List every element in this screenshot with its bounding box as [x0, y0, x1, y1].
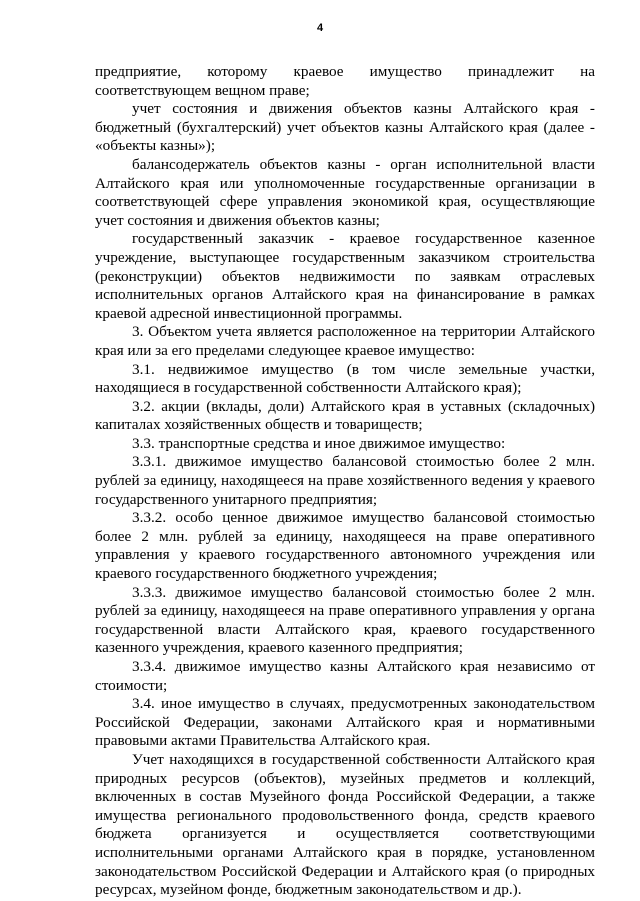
- paragraph: 3. Объектом учета является расположенное на территории Алтайского края или за его пределами следующее краевое имущество:: [95, 323, 595, 359]
- paragraph: 3.3.3. движимое имущество балансовой стоимостью более 2 млн. рублей за единицу, находящееся на праве оперативного управления у органа государственной власти Алтайского края, краевого государственного казенного учреждения, краевого казенного предприятия;: [95, 583, 595, 657]
- paragraph: предприятие, которому краевое имущество принадлежит на соответствующем вещном праве;: [95, 63, 595, 99]
- paragraph: 3.1. недвижимое имущество (в том числе земельные участки, находящиеся в государственной собственности Алтайского края);: [95, 360, 595, 397]
- paragraph: 3.3.1. движимое имущество балансовой стоимостью более 2 млн. рублей за единицу, находящееся на праве хозяйственного ведения у краевого государственного унитарного предприятия;: [95, 453, 595, 508]
- paragraph: 3.4. иное имущество в случаях, предусмотренных законодательством Российской Федерации, законами Алтайского края и нормативными правовыми актами Правительства Алтайского края.: [95, 695, 595, 750]
- paragraph: Учет находящихся в государственной собственности Алтайского края природных ресурсов (объектов), музейных предметов и коллекций, включенных в состав Музейного фонда Российской Федерации, а также имущества регионального продовольственного фонда, средств краевого бюджета организуется и осуществляется соответствующими исполнительными органами Алтайского края в порядке, установленном законодательством Российской Федерации и Алтайского края (о природных ресурсах, музейном фонде, бюджетным законодательством и др.).: [95, 750, 595, 899]
- paragraph: 3.3.2. особо ценное движимое имущество балансовой стоимостью более 2 млн. рублей за единицу, находящееся на праве оперативного управления у краевого государственного автономного учреждения или краевого государственного бюджетного учреждения;: [95, 509, 595, 583]
- document-body: [95, 63, 595, 900]
- paragraph: государственный заказчик - краевое государственное казенное учреждение, выступающее государственным заказчиком строительства (реконструкции) объектов недвижимости по заявкам отраслевых исполнительных органов Алтайского края на финансирование в рамках краевой адресной инвестиционной программы.: [95, 230, 595, 322]
- paragraph: учет состояния и движения объектов казны Алтайского края - бюджетный (бухгалтерский) учет объектов казны Алтайского края (далее - «объекты казны»);: [95, 100, 595, 155]
- paragraph: 3.2. акции (вклады, доли) Алтайского края в уставных (складочных) капиталах хозяйственных обществ и товариществ;: [95, 397, 595, 434]
- page-number: 4: [316, 22, 324, 34]
- paragraph: 3.3.4. движимое имущество казны Алтайского края независимо от стоимости;: [95, 658, 595, 694]
- paragraph: балансодержатель объектов казны - орган исполнительной власти Алтайского края или уполномоченные государственные организации в соответствующей сфере управления экономикой края, осуществляющие учет состояния и движения объектов казны;: [95, 155, 595, 229]
- paragraph: 3.3. транспортные средства и иное движимое имущество:: [132, 434, 506, 452]
